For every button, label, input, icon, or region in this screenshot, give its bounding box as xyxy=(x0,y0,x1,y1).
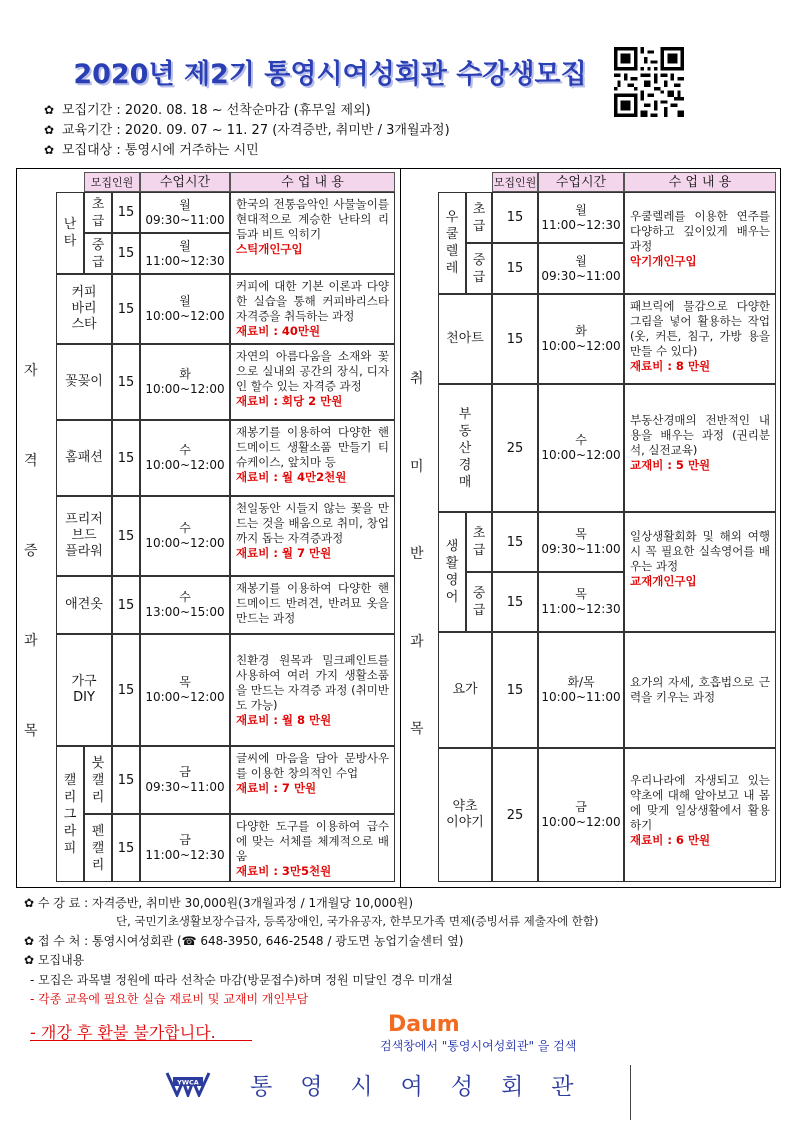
registration-office xyxy=(24,933,463,949)
subject-nanta: 난 타 xyxy=(56,192,84,274)
level-intermediate: 중 급 xyxy=(466,243,492,294)
course-content: 재봉기를 이용하여 다양한 핸드메이드 생활소품 만들기 티슈케이스, 앞치마 등 재료비 : 월 4만2천원 xyxy=(230,420,395,496)
subject-herb-story: 약초 이야기 xyxy=(438,748,492,882)
header-capacity: 모집인원 xyxy=(84,172,140,192)
subject-ukulele: 우 쿨 렐 레 xyxy=(438,192,466,294)
fee-text: 교재비 : 5 만원 xyxy=(630,458,711,472)
flower-bullet-icon: ✿ xyxy=(24,934,35,948)
capacity: 15 xyxy=(112,344,140,420)
class-time: 월 10:00~12:00 xyxy=(140,274,230,344)
fee-text: 재료비 : 6 만원 xyxy=(630,833,711,847)
hobby-category xyxy=(410,368,424,738)
class-time: 수 10:00~12:00 xyxy=(140,420,230,496)
category-char: 자 xyxy=(24,363,38,379)
capacity: 15 xyxy=(492,192,538,243)
flower-bullet-icon: ✿ xyxy=(44,143,55,157)
capacity: 25 xyxy=(492,748,538,882)
flower-bullet-icon: ✿ xyxy=(44,123,55,137)
class-time: 화 10:00~12:00 xyxy=(140,344,230,420)
category-char: 목 xyxy=(410,721,424,737)
class-time: 월 09:30~11:00 xyxy=(140,192,230,233)
capacity: 15 xyxy=(492,512,538,572)
fee-text: 교재개인구입 xyxy=(630,574,697,588)
capacity: 15 xyxy=(492,294,538,384)
tuition-line1: 자격증반, 취미반 30,000원(3개월과정 / 1개월당 10,000원) xyxy=(91,896,413,910)
course-content: 다양한 도구를 이용하여 급수에 맞는 서체를 체계적으로 배움 재료비 : 3만5천원 xyxy=(230,814,395,882)
search-instruction: 검색창에서 "통영시여성회관" 을 검색 xyxy=(380,1039,577,1053)
capacity: 15 xyxy=(112,233,140,274)
notes-heading xyxy=(24,952,84,968)
office-value: 통영시여성회관 (☎ 648-3950, 646-2548 / 광도면 농업기술센터 옆) xyxy=(91,934,464,948)
recruit-period xyxy=(44,101,371,120)
class-time: 목 10:00~12:00 xyxy=(140,634,230,746)
category-char: 목 xyxy=(24,723,38,739)
fee-text: 재료비 : 월 4만2천원 xyxy=(236,470,347,484)
level-beginner: 초 급 xyxy=(84,192,112,233)
office-label: 접 수 처 : xyxy=(37,934,89,948)
subject-home-fashion: 홈패션 xyxy=(56,420,112,496)
daum-logo xyxy=(384,1011,518,1035)
edu-period-value: : 2020. 09. 07 ~ 11. 27 (자격증반, 취미반 / 3개월과정) xyxy=(116,123,450,138)
course-content: 친환경 원목과 밀크페인트를 사용하여 여러 가지 생활소품을 만드는 자격증 과정 (취미반도 가능) 재료비 : 월 8 만원 xyxy=(230,634,395,746)
recruit-target xyxy=(44,141,259,160)
subject-yoga: 요가 xyxy=(438,632,492,748)
fee-text: 재료비 : 회당 2 만원 xyxy=(236,394,343,408)
category-char: 반 xyxy=(410,546,424,562)
header-content: 수 업 내 용 xyxy=(624,172,776,192)
capacity: 15 xyxy=(492,243,538,294)
course-content: 우리나라에 자생되고 있는 약초에 대해 알아보고 내 몸에 맞게 일상생활에서 활용하기 재료비 : 6 만원 xyxy=(624,748,776,882)
flower-bullet-icon: ✿ xyxy=(24,896,35,910)
class-time: 월 11:00~12:30 xyxy=(538,192,624,243)
refund-underline xyxy=(30,1040,252,1041)
note-first-come: - 모집은 과목별 정원에 따라 선착순 마감(방문접수)하며 정원 미달인 경우 미개설 xyxy=(30,973,453,987)
subject-calligraphy: 캘 리 그 라 피 xyxy=(56,746,84,882)
flower-bullet-icon: ✿ xyxy=(44,103,55,117)
footer-divider xyxy=(630,1065,631,1120)
capacity: 15 xyxy=(112,746,140,814)
level-intermediate: 중 급 xyxy=(84,233,112,274)
poster-title: 2020년 제2기 통영시여성회관 수강생모집 xyxy=(73,59,587,90)
subject-everyday-english: 생 활 영 어 xyxy=(438,512,466,632)
class-time: 수 10:00~12:00 xyxy=(538,384,624,512)
level-beginner: 초 급 xyxy=(466,512,492,572)
capacity: 15 xyxy=(112,576,140,634)
recruit-target-value: : 통영시에 거주하는 시민 xyxy=(116,143,259,158)
header-time: 수업시간 xyxy=(538,172,624,192)
category-char: 증 xyxy=(24,543,38,559)
fee-text: 재료비 : 월 8 만원 xyxy=(236,713,332,727)
header-time: 수업시간 xyxy=(140,172,230,192)
subject-flower-arrangement: 꽃꽂이 xyxy=(56,344,112,420)
class-time: 목 09:30~11:00 xyxy=(538,512,624,572)
class-time: 월 09:30~11:00 xyxy=(538,243,624,294)
capacity: 15 xyxy=(112,814,140,882)
course-content: 요가의 자세, 호흡법으로 근력을 키우는 과정 xyxy=(624,632,776,748)
certificate-category xyxy=(24,360,38,740)
course-content: 글씨에 마음을 담아 문방사우를 이용한 창의적인 수업 재료비 : 7 만원 xyxy=(230,746,395,814)
ywca-logo-text: YWCA xyxy=(177,1078,199,1087)
capacity: 15 xyxy=(112,496,140,576)
qr-code-icon xyxy=(614,47,684,117)
header-capacity: 모집인원 xyxy=(492,172,538,192)
class-time: 금 11:00~12:30 xyxy=(140,814,230,882)
category-char: 미 xyxy=(410,458,424,475)
no-refund-notice: - 개강 후 환불 불가합니다. xyxy=(30,1023,216,1042)
course-content: 재봉기를 이용하여 다양한 핸드메이드 반려견, 반려묘 옷을 만드는 과정 xyxy=(230,576,395,634)
table-divider xyxy=(400,168,401,888)
course-content: 천일동안 시들지 않는 꽃을 만드는 것을 배움으로 취미, 창업까지 돕는 자격증과정 재료비 : 월 7 만원 xyxy=(230,496,395,576)
flower-bullet-icon: ✿ xyxy=(24,953,35,967)
fee-text: 재료비 : 월 7 만원 xyxy=(236,546,332,560)
level-pen-calligraphy: 펜 캘 리 xyxy=(84,814,112,882)
capacity: 15 xyxy=(112,192,140,233)
daum-logo-text: Daum xyxy=(388,1012,460,1035)
subject-real-estate-auction: 부 동 산 경 매 xyxy=(438,384,492,512)
course-content: 커피에 대한 기본 이론과 다양한 실습을 통해 커피바리스타 자격증을 취득하는 과정 재료비 : 40만원 xyxy=(230,274,395,344)
course-content: 부동산경매의 전반적인 내용을 배우는 과정 (권리분석, 실전교육) 교재비 : 5 만원 xyxy=(624,384,776,512)
tuition-exemption: 단, 국민기초생활보장수급자, 등록장애인, 국가유공자, 한부모가족 면제(증빙서류 제출자에 한함) xyxy=(116,914,599,928)
capacity: 15 xyxy=(112,634,140,746)
edu-period xyxy=(44,121,450,140)
class-time: 목 11:00~12:30 xyxy=(538,572,624,632)
level-brush-calligraphy: 붓 캘 리 xyxy=(84,746,112,814)
subject-preserved-flower: 프리저 브드 플라워 xyxy=(56,496,112,576)
fee-text: 재료비 : 7 만원 xyxy=(236,781,317,795)
tuition-info xyxy=(24,895,413,911)
ywca-logo xyxy=(165,1069,211,1097)
edu-period-label: 교육기간 xyxy=(62,123,113,138)
capacity: 25 xyxy=(492,384,538,512)
class-time: 화 10:00~12:00 xyxy=(538,294,624,384)
fee-text: 재료비 : 3만5천원 xyxy=(236,864,332,878)
class-time: 금 09:30~11:00 xyxy=(140,746,230,814)
fee-text: 스틱개인구입 xyxy=(236,242,303,256)
category-char: 취 xyxy=(410,371,424,387)
organization-name: 통영시여성회관 xyxy=(250,1074,602,1100)
recruit-period-value: : 2020. 08. 18 ~ 선착순마감 (휴무일 제외) xyxy=(116,103,371,118)
subject-furniture-diy: 가구 DIY xyxy=(56,634,112,746)
fee-text: 악기개인구입 xyxy=(630,254,697,268)
level-intermediate: 중 급 xyxy=(466,572,492,632)
note-material-cost: - 각종 교육에 필요한 실습 재료비 및 교재비 개인부담 xyxy=(30,992,309,1006)
notes-label: 모집내용 xyxy=(37,953,85,967)
course-content: 우쿨렐레를 이용한 연주를 다양하고 깊이있게 배우는 과정 악기개인구입 xyxy=(624,192,776,294)
fee-text: 재료비 : 40만원 xyxy=(236,324,321,338)
category-char: 과 xyxy=(410,633,424,650)
fee-text: 재료비 : 8 만원 xyxy=(630,359,711,373)
capacity: 15 xyxy=(112,274,140,344)
course-content: 한국의 전통음악인 사물놀이를 현대적으로 계승한 난타의 리듬과 비트 익히기 스틱개인구입 xyxy=(230,192,395,274)
subject-pet-clothes: 애견옷 xyxy=(56,576,112,634)
header-content: 수 업 내 용 xyxy=(230,172,395,192)
recruit-period-label: 모집기간 xyxy=(62,103,113,118)
subject-coffee-barista: 커피 바리 스타 xyxy=(56,274,112,344)
capacity: 15 xyxy=(492,572,538,632)
category-char: 과 xyxy=(24,633,38,649)
class-time: 금 10:00~12:00 xyxy=(538,748,624,882)
category-char: 격 xyxy=(24,453,38,469)
capacity: 15 xyxy=(492,632,538,748)
class-time: 화/목 10:00~11:00 xyxy=(538,632,624,748)
class-time: 수 10:00~12:00 xyxy=(140,496,230,576)
course-content: 패브릭에 물감으로 다양한 그림을 넣어 활용하는 작업(옷, 커튼, 침구, 가방 용을 만들 수 있다) 재료비 : 8 만원 xyxy=(624,294,776,384)
class-time: 수 13:00~15:00 xyxy=(140,576,230,634)
level-beginner: 초 급 xyxy=(466,192,492,243)
recruit-target-label: 모집대상 xyxy=(62,143,113,158)
capacity: 15 xyxy=(112,420,140,496)
course-content: 일상생활회화 및 해외 여행시 꼭 필요한 실속영어를 배우는 과정 교재개인구입 xyxy=(624,512,776,632)
course-content: 자연의 아름다움을 소재와 꽃으로 실내외 공간의 장식, 디자인 할수 있는 자격증 과정 재료비 : 회당 2 만원 xyxy=(230,344,395,420)
tuition-label: 수 강 료 : xyxy=(37,896,89,910)
subject-fabric-art: 천아트 xyxy=(438,294,492,384)
class-time: 월 11:00~12:30 xyxy=(140,233,230,274)
